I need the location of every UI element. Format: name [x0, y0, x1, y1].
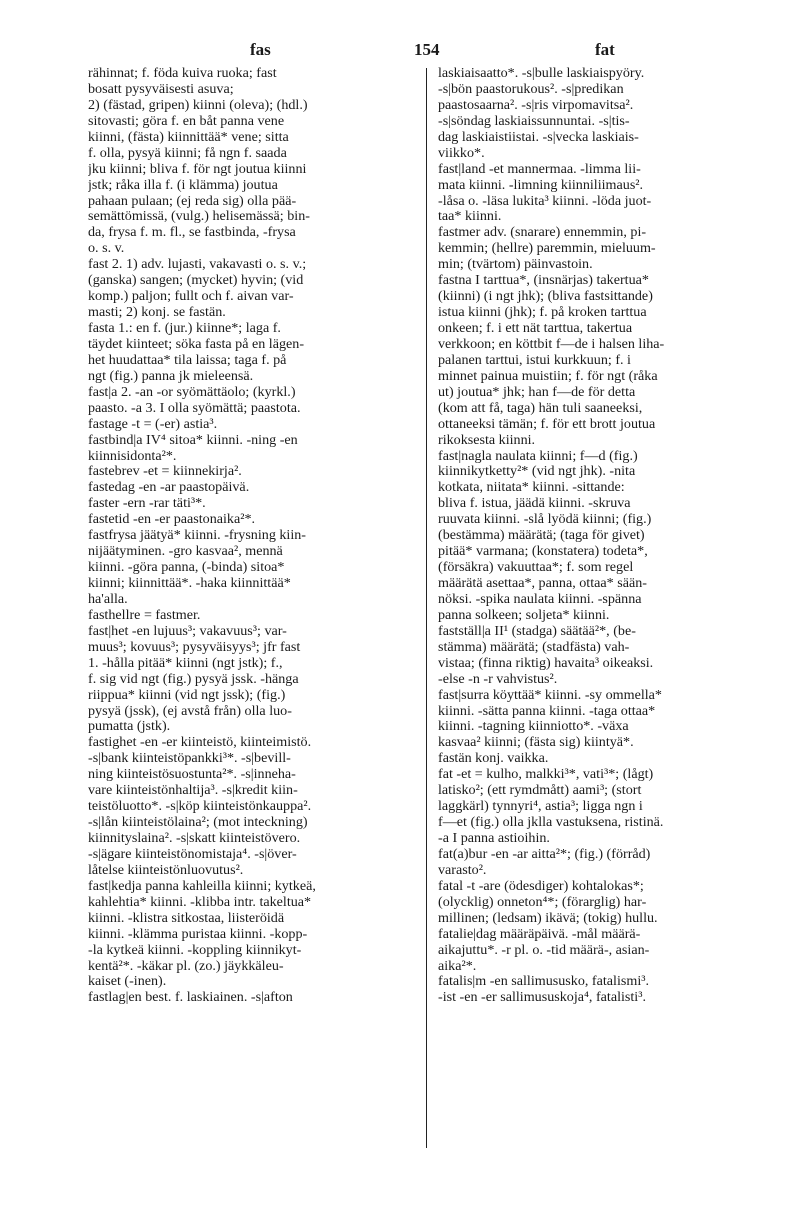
- entry-line: fastmer adv. (snarare) ennemmin, pi-: [438, 225, 647, 241]
- entry-line: komp.) paljon; fullt och f. aivan var-: [88, 289, 294, 305]
- entry-line: fastighet -en -er kiinteistö, kiinteimistö.: [88, 735, 312, 751]
- entry-line: semättömissä, (vulg.) helisemässä; bin-: [88, 209, 310, 225]
- entry-line: -else -n -r vahvistus².: [438, 671, 558, 687]
- entry-line: -a I panna astioihin.: [438, 831, 550, 846]
- entry-line: (kom att få, taga) hän tuli saaneeksi,: [438, 400, 643, 416]
- entry-line: täydet kiinteet; söka fasta på en lägen-: [88, 336, 305, 352]
- entry-line: pahaan pulaan; (ej reda sig) olla pää-: [88, 193, 297, 209]
- entry-line: dag laskiaistiistai. -s|vecka laskiais-: [438, 129, 639, 145]
- entry-line: -s|lån kiinteistölaina²; (mot inteckning): [88, 815, 308, 831]
- entry-line: kotkata, niitata* kiinni. -sittande:: [438, 480, 625, 496]
- entry-line: låtelse kiinteistönluovutus².: [88, 862, 244, 878]
- entry-line: kiinnityslaina². -s|skatt kiinteistövero.: [88, 831, 301, 846]
- entry-line: paastosaarna². -s|ris virpomavitsa².: [438, 97, 634, 113]
- entry-line: fastedag -en -ar paastopäivä.: [88, 480, 250, 496]
- entry-line: het huudattaa* tila laissa; taga f. på: [88, 352, 287, 368]
- entry-line: paasto. -a 3. I olla syömättä; paastota.: [88, 400, 301, 416]
- entry-line: pitää* varmana; (konstatera) todeta*,: [438, 544, 648, 560]
- entry-line: fasthellre = fastmer.: [88, 607, 201, 623]
- entry-line: ngt (fig.) panna jk mieleensä.: [88, 368, 254, 384]
- entry-line: fast 2. 1) adv. lujasti, vakavasti o. s. v.;: [88, 257, 307, 273]
- page-number: 154: [414, 40, 440, 59]
- entry-line: jku kiinni; bliva f. för ngt joutua kiinni: [88, 161, 307, 177]
- entry-line: vistaa; (finna riktig) havaita³ oikeaksi.: [438, 655, 654, 671]
- entry-line: (försäkra) vakuuttaa*; f. som regel: [438, 560, 634, 576]
- entry-line: -låsa o. -läsa lukita³ kiinni. -löda juot-: [438, 193, 652, 209]
- entry-line: (bestämma) määrätä; (taga för givet): [438, 528, 645, 544]
- entry-line: -s|söndag laskiaissunnuntai. -s|tis-: [438, 113, 630, 129]
- entry-line: fastna I tarttua*, (insnärjas) takertua*: [438, 273, 649, 289]
- entry-line: -ist -en -er sallimususkoja⁴, fatalisti³.: [438, 990, 646, 1006]
- entry-line: fatalie|dag määräpäivä. -mål määrä-: [438, 926, 641, 942]
- entry-line: fast|a 2. -an -or syömättäolo; (kyrkl.): [88, 384, 296, 400]
- entry-line: aika²*.: [438, 958, 477, 974]
- entry-line: muus³; kovuus³; pysyväisyys³; jfr fast: [88, 639, 301, 655]
- entry-line: määrätä asettaa*, panna, ottaa* sään-: [438, 576, 647, 591]
- entry-line: taa* kiinni.: [438, 209, 502, 225]
- entry-line: kemmin; (hellre) paremmin, mieluum-: [438, 241, 656, 257]
- entry-line: stämma) määrätä; (stadfästa) vah-: [438, 639, 630, 655]
- entry-line: rikoksesta kiinni.: [438, 432, 536, 448]
- entry-line: fast|kedja panna kahleilla kiinni; kytkeä,: [88, 878, 316, 894]
- entry-line: fast|nagla naulata kiinni; f—d (fig.): [438, 448, 638, 464]
- column-divider: [426, 68, 427, 1148]
- entry-line: kiinni. -klämma puristaa kiinni. -kopp-: [88, 926, 308, 942]
- entry-line: onkeen; f. i ett nät tarttua, takertua: [438, 321, 633, 336]
- header-left-guide-word: fas: [250, 40, 271, 59]
- entry-line: ottaneeksi tämän; f. för ett brott joutua: [438, 416, 656, 432]
- right-column: [438, 66, 780, 1006]
- entry-line: (kiinni) (i ngt jhk); (bliva fastsittande): [438, 289, 653, 305]
- entry-line: -la kytkeä kiinni. -koppling kiinnikyt-: [88, 942, 302, 958]
- entry-line: -s|bön paastorukous². -s|predikan: [438, 81, 624, 97]
- entry-line: ruuvata kiinni. -slå lyödä kiinni; (fig.): [438, 512, 652, 528]
- entry-line: mata kiinni. -limning kiinniliimaus².: [438, 177, 644, 193]
- entry-line: pumatta (jstk).: [88, 719, 171, 735]
- entry-line: istua kiinni (jhk); f. på kroken tarttua: [438, 305, 647, 321]
- entry-line: fatal -t -are (ödesdiger) kohtalokas*;: [438, 878, 644, 894]
- entry-line: fastän konj. vaikka.: [438, 751, 549, 767]
- entry-line: f. sig vid ngt (fig.) pysyä jssk. -hänga: [88, 671, 299, 687]
- left-column: [88, 66, 424, 1006]
- entry-line: kiinni; kiinnittää*. -haka kiinnittää*: [88, 576, 291, 591]
- entry-line: viikko*.: [438, 145, 485, 161]
- entry-line: kiinnikytketty²* (vid ngt jhk). -nita: [438, 464, 636, 480]
- entry-line: fast|land -et mannermaa. -limma lii-: [438, 161, 641, 177]
- entry-line: fast|surra köyttää* kiinni. -sy ommella*: [438, 687, 662, 703]
- entry-line: f. olla, pysyä kiinni; få ngn f. saada: [88, 145, 287, 161]
- entry-line: ning kiinteistösuostunta²*. -s|inneha-: [88, 767, 296, 783]
- entry-line: (olycklig) onneton⁴*; (förarglig) har-: [438, 894, 647, 910]
- entry-line: kahlehtia* kiinni. -klibba intr. takeltua*: [88, 894, 312, 910]
- entry-line: kiinni. -göra panna, (-binda) sitoa*: [88, 560, 285, 576]
- entry-line: (ganska) sangen; (mycket) hyvin; (vid: [88, 273, 304, 289]
- entry-line: kiinnisidonta²*.: [88, 448, 177, 464]
- entry-line: rähinnat; f. föda kuiva ruoka; fast: [88, 66, 277, 81]
- entry-line: fastage -t = (-er) astia³.: [88, 416, 218, 432]
- entry-line: fastebrev -et = kiinnekirja².: [88, 464, 242, 480]
- entry-line: fatalis|m -en sallimususko, fatalismi³.: [438, 974, 649, 990]
- entry-line: fastetid -en -er paastonaika²*.: [88, 512, 256, 528]
- entry-line: ut) joutua* jhk; han f—de för detta: [438, 384, 636, 400]
- entry-line: da, frysa f. m. fl., se fastbinda, -frysa: [88, 225, 296, 241]
- entry-line: nöksi. -spika naulata kiinni. -spänna: [438, 591, 642, 607]
- entry-line: o. s. v.: [88, 241, 125, 257]
- entry-line: kiinni. -sätta panna kiinni. -taga ottaa*: [438, 703, 656, 719]
- entry-line: kiinni. -klistra sitkostaa, liisteröidä: [88, 910, 285, 926]
- entry-line: fastställ|a II¹ (stadga) säätää²*, (be-: [438, 623, 636, 639]
- header-right-guide-word: fat: [595, 40, 615, 59]
- entry-line: masti; 2) konj. se fastän.: [88, 305, 226, 321]
- entry-line: f—et (fig.) olla jklla vastuksena, ristinä.: [438, 815, 664, 831]
- entry-line: 2) (fästad, gripen) kiinni (oleva); (hdl.): [88, 97, 308, 113]
- entry-line: latisko²; (ett rymdmått) aami³; (stort: [438, 783, 642, 799]
- entry-line: kiinni, (fästa) kiinnittää* vene; sitta: [88, 129, 289, 145]
- entry-line: kaiset (-inen).: [88, 974, 167, 990]
- entry-line: kasvaa² kiinni; (fästa sig) kiintyä*.: [438, 735, 634, 751]
- entry-line: -s|bank kiinteistöpankki³*. -s|bevill-: [88, 751, 291, 767]
- entry-line: bosatt pysyväisesti asuva;: [88, 81, 234, 97]
- entry-line: fasta 1.: en f. (jur.) kiinne*; laga f.: [88, 321, 281, 336]
- entry-line: faster -ern -rar täti³*.: [88, 496, 206, 512]
- entry-line: laggkärl) tynnyri⁴, astia³; ligga ngn i: [438, 799, 643, 815]
- entry-line: panna solkeen; soljeta* kiinni.: [438, 607, 610, 623]
- entry-line: teistöluotto*. -s|köp kiinteistönkauppa².: [88, 799, 312, 815]
- entry-line: kentä²*. -käkar pl. (zo.) jäykkäleu-: [88, 958, 284, 974]
- entry-line: kiinni. -tagning kiinniotto*. -växa: [438, 719, 629, 735]
- entry-line: riippua* kiinni (vid ngt jssk); (fig.): [88, 687, 286, 703]
- entry-line: sitovasti; göra f. en båt panna vene: [88, 113, 285, 129]
- entry-line: fat -et = kulho, malkki³*, vati³*; (lågt): [438, 767, 654, 783]
- entry-line: ha'alla.: [88, 591, 128, 607]
- entry-line: laskiaisaatto*. -s|bulle laskiaispyöry.: [438, 66, 645, 81]
- entry-line: pysyä (jssk), (ej avstå från) olla luo-: [88, 703, 292, 719]
- entry-line: 1. -hålla pitää* kiinni (ngt jstk); f.,: [88, 655, 283, 671]
- entry-line: minnet painua muistiin; f. för ngt (råka: [438, 368, 658, 384]
- entry-line: nijäätyminen. -gro kasvaa², mennä: [88, 544, 283, 560]
- entry-line: min; (tvärtom) päinvastoin.: [438, 257, 593, 273]
- entry-line: aikajuttu*. -r pl. o. -tid määrä-, asian-: [438, 942, 650, 958]
- entry-line: fast|het -en lujuus³; vakavuus³; var-: [88, 623, 287, 639]
- entry-line: vare kiinteistönhaltija³. -s|kredit kiin-: [88, 783, 298, 799]
- entry-line: fat(a)bur -en -ar aitta²*; (fig.) (förråd): [438, 846, 651, 862]
- entry-line: fastfrysa jäätyä* kiinni. -frysning kiin-: [88, 528, 307, 544]
- entry-line: bliva f. istua, jäädä kiinni. -skruva: [438, 496, 631, 512]
- entry-line: jstk; råka illa f. (i klämma) joutua: [88, 177, 278, 193]
- entry-line: -s|ägare kiinteistönomistaja⁴. -s|över-: [88, 846, 297, 862]
- entry-line: verkkoon; en köttbit f—de i halsen liha-: [438, 336, 665, 352]
- entry-line: varasto².: [438, 862, 487, 878]
- entry-line: fastlag|en best. f. laskiainen. -s|afton: [88, 990, 293, 1006]
- entry-line: millinen; (ledsam) ikävä; (tokig) hullu.: [438, 910, 658, 926]
- entry-line: palanen tarttui, istui kurkkuun; f. i: [438, 352, 631, 368]
- entry-line: fastbind|a IV⁴ sitoa* kiinni. -ning -en: [88, 432, 298, 448]
